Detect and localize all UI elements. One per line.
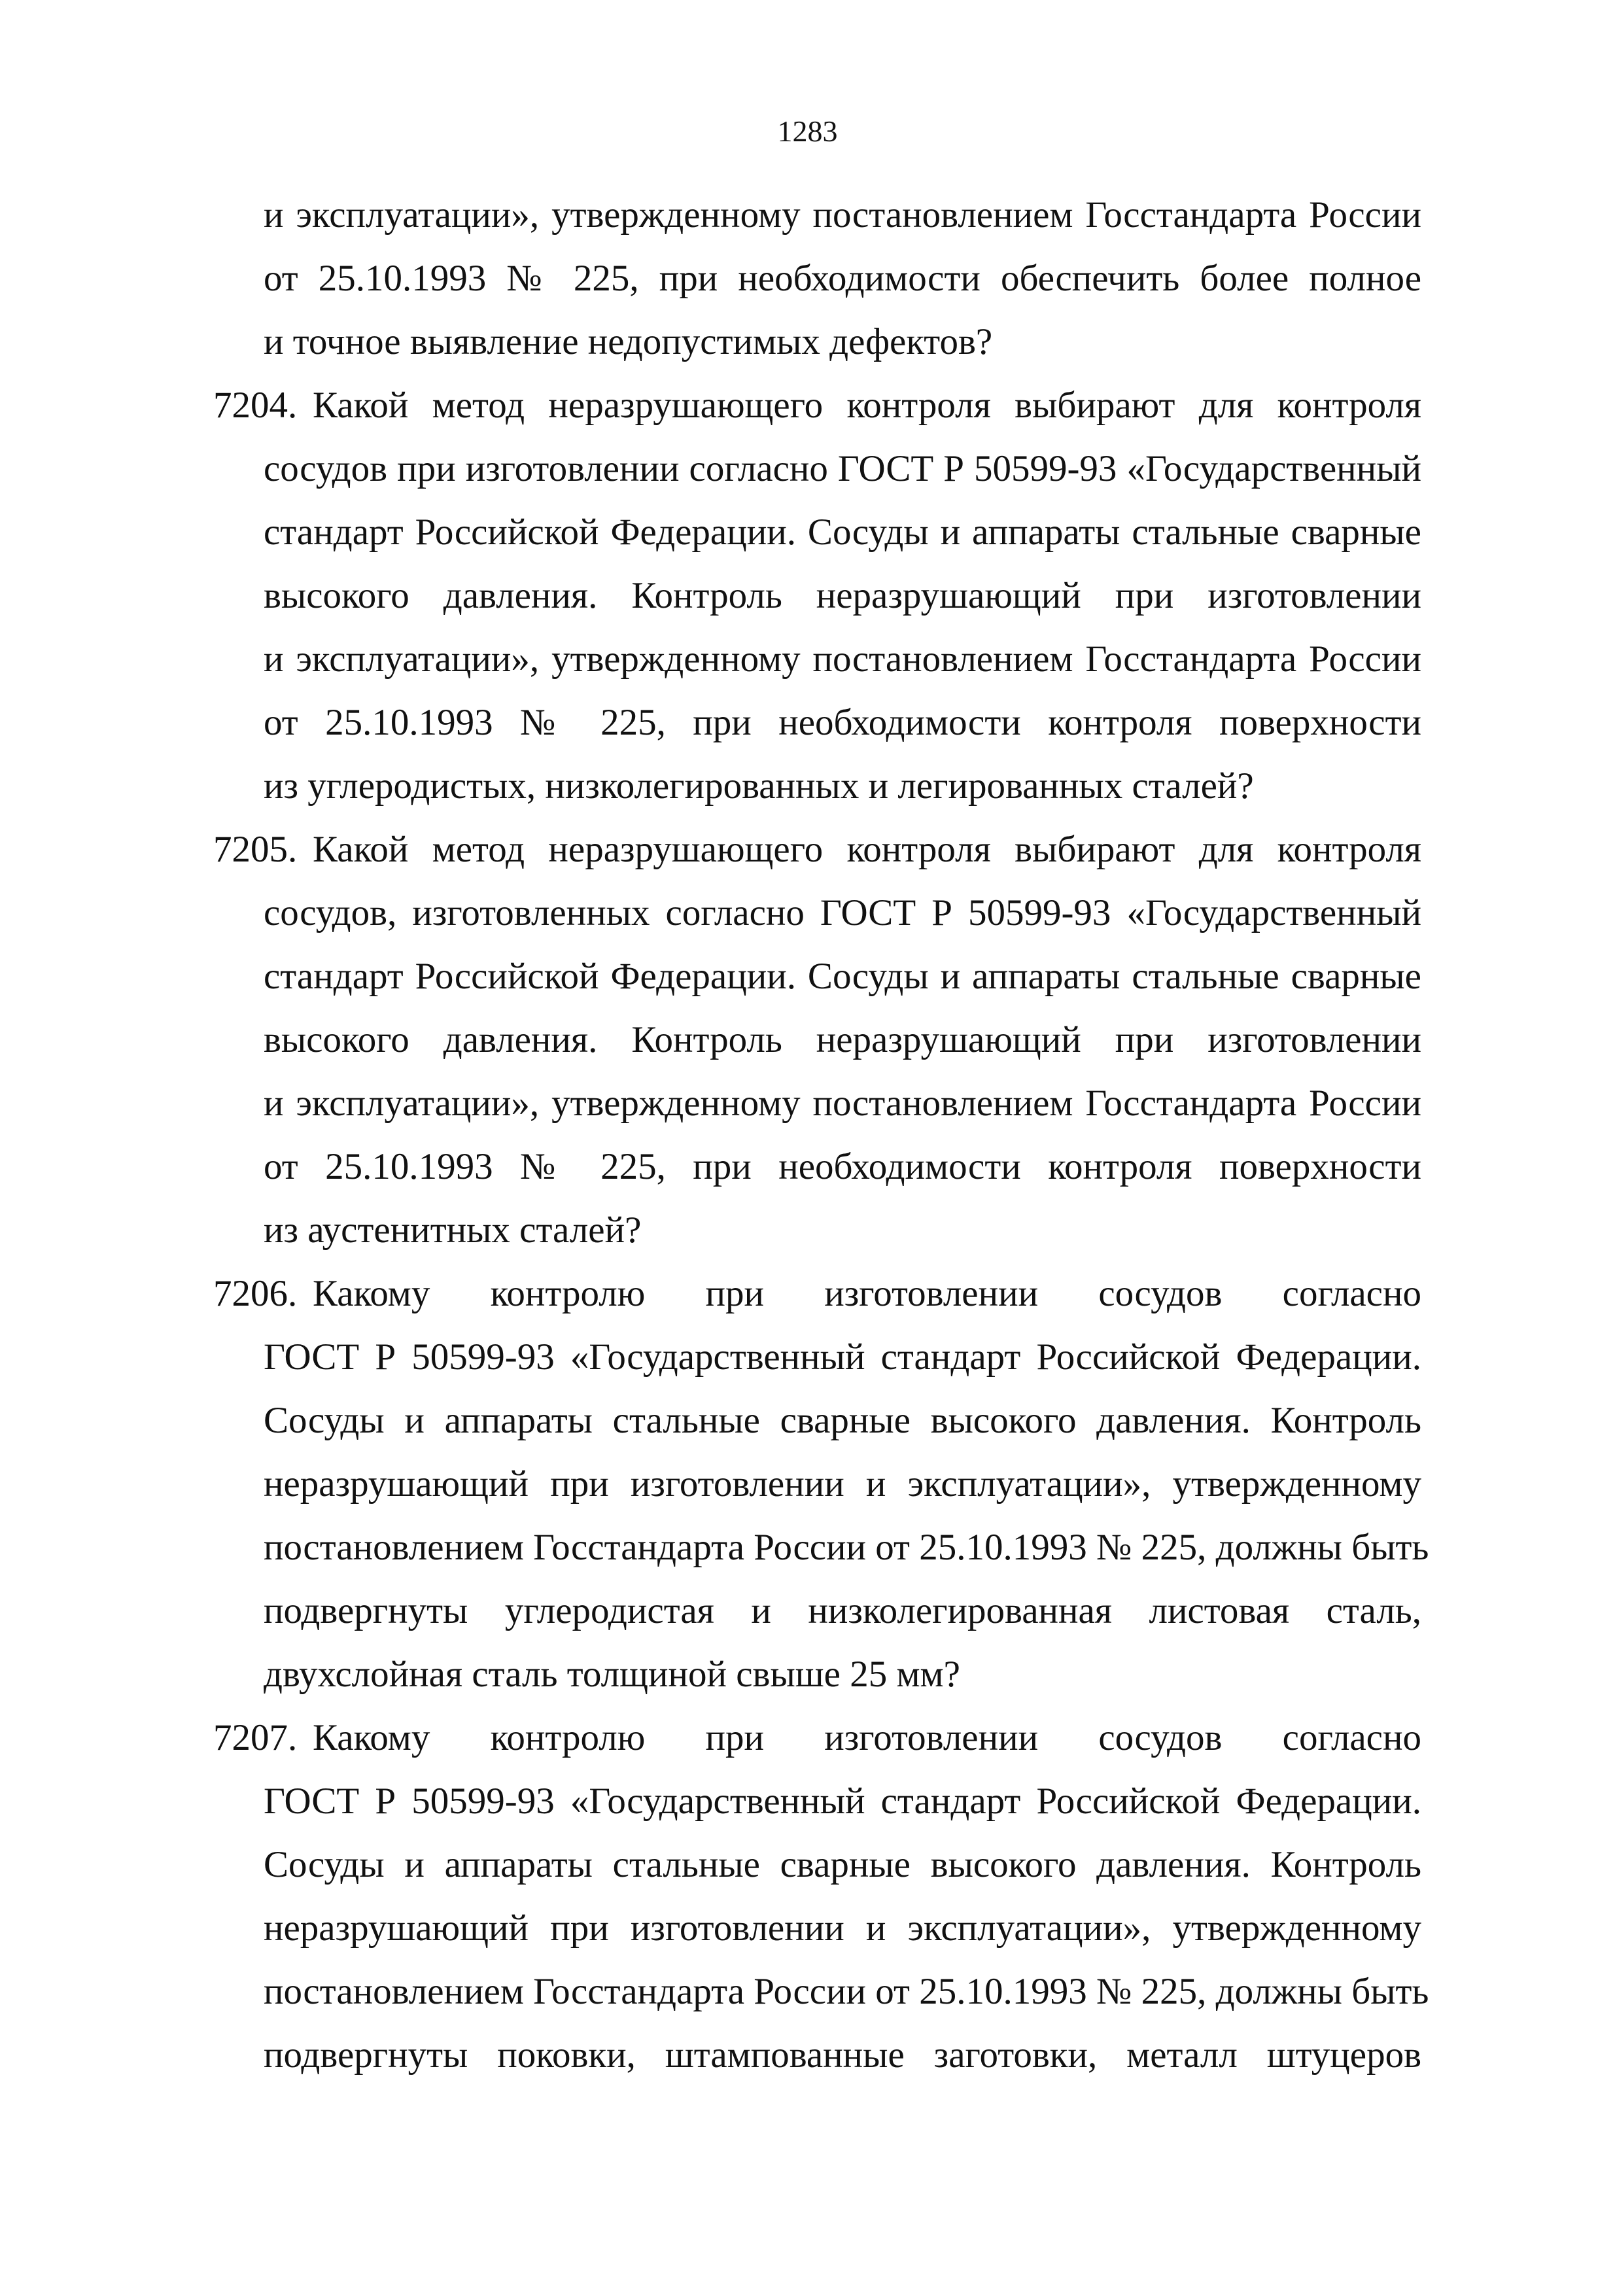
question-line: двухслойная сталь толщиной свыше 25 мм?	[264, 1654, 960, 1695]
question-line: из аустенитных сталей?	[264, 1209, 642, 1251]
question-line: неразрушающий при изготовлении и эксплуатации», утвержденному	[264, 1907, 1421, 1949]
question-number-7204: 7204.	[213, 385, 298, 426]
question-line: стандарт Российской Федерации. Сосуды и аппараты стальные сварные	[264, 956, 1421, 997]
page-number: 1283	[777, 114, 838, 148]
question-number-7206: 7206.	[213, 1273, 298, 1314]
question-line: неразрушающий при изготовлении и эксплуатации», утвержденному	[264, 1463, 1421, 1505]
question-line: высокого давления. Контроль неразрушающий при изготовлении	[264, 575, 1421, 616]
question-line: стандарт Российской Федерации. Сосуды и аппараты стальные сварные	[264, 512, 1421, 553]
question-line: из углеродистых, низколегированных и легированных сталей?	[264, 765, 1254, 807]
question-line: от 25.10.1993 № 225, при необходимости контроля поверхности	[264, 1146, 1421, 1187]
question-line: Какому контролю при изготовлении сосудов согласно	[313, 1717, 1421, 1758]
question-number-7205: 7205.	[213, 829, 298, 870]
question-line: Сосуды и аппараты стальные сварные высокого давления. Контроль	[264, 1400, 1421, 1441]
question-line: сосудов при изготовлении согласно ГОСТ Р 50599-93 «Государственный	[264, 448, 1421, 489]
question-line: ГОСТ Р 50599-93 «Государственный стандарт Российской Федерации.	[264, 1336, 1421, 1378]
question-line: Какой метод неразрушающего контроля выбирают для контроля	[313, 385, 1421, 426]
question-line: подвергнуты поковки, штампованные заготовки, металл штуцеров	[264, 2034, 1421, 2076]
continuation-line: и точное выявление недопустимых дефектов?	[264, 321, 993, 362]
question-line: сосудов, изготовленных согласно ГОСТ Р 50599-93 «Государственный	[264, 892, 1421, 933]
question-line: Какой метод неразрушающего контроля выбирают для контроля	[313, 829, 1421, 870]
question-line: высокого давления. Контроль неразрушающий при изготовлении	[264, 1019, 1421, 1060]
question-line: Какому контролю при изготовлении сосудов согласно	[313, 1273, 1421, 1314]
question-line: и эксплуатации», утвержденному постановлением Госстандарта России	[264, 638, 1421, 680]
question-line: и эксплуатации», утвержденному постановлением Госстандарта России	[264, 1083, 1421, 1124]
question-line: постановлением Госстандарта России от 25.10.1993 № 225, должны быть	[264, 1971, 1429, 2012]
continuation-line: и эксплуатации», утвержденному постановлением Госстандарта России	[264, 194, 1421, 235]
question-number-7207: 7207.	[213, 1717, 298, 1758]
question-line: Сосуды и аппараты стальные сварные высокого давления. Контроль	[264, 1844, 1421, 1885]
question-line: от 25.10.1993 № 225, при необходимости контроля поверхности	[264, 702, 1421, 743]
question-line: подвергнуты углеродистая и низколегированная листовая сталь,	[264, 1590, 1421, 1631]
question-line: постановлением Госстандарта России от 25.10.1993 № 225, должны быть	[264, 1527, 1429, 1568]
continuation-line: от 25.10.1993 № 225, при необходимости обеспечить более полное	[264, 258, 1421, 299]
question-line: ГОСТ Р 50599-93 «Государственный стандарт Российской Федерации.	[264, 1781, 1421, 1822]
